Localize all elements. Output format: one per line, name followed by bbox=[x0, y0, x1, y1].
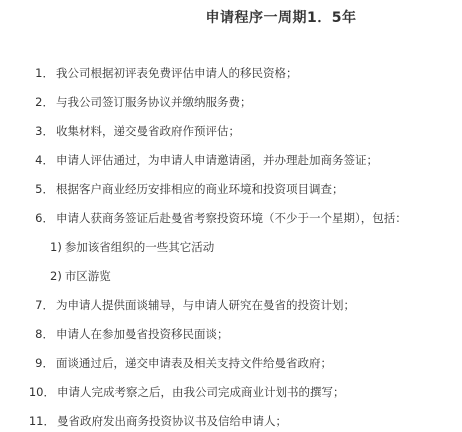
step-number: 6． bbox=[35, 211, 54, 225]
step-text: 面谈通过后，递交申请表及相关支持文件给曼省政府； bbox=[56, 356, 332, 370]
procedure-step-2 bbox=[0, 93, 462, 122]
document-title: 申请程序一周期1．5年 bbox=[205, 10, 357, 26]
procedure-step-5 bbox=[0, 180, 462, 209]
procedure-substep-2 bbox=[0, 267, 462, 296]
step-text: 根据客户商业经历安排相应的商业环境和投资项目调查； bbox=[56, 182, 344, 196]
step-number: 10． bbox=[28, 385, 55, 399]
substep-number: 2) bbox=[50, 269, 62, 283]
procedure-step-10 bbox=[0, 383, 462, 412]
step-text: 申请人评估通过，为申请人申请邀请函，并办理赴加商务签证； bbox=[56, 153, 378, 167]
substep-text: 参加该省组织的一些其它活动 bbox=[64, 240, 215, 254]
step-number: 2． bbox=[35, 95, 54, 109]
step-text: 为申请人提供面谈辅导，与申请人研究在曼省的投资计划； bbox=[56, 298, 355, 312]
step-text: 申请人获商务签证后赴曼省考察投资环境（不少于一个星期），包括： bbox=[56, 211, 407, 225]
procedure-step-6 bbox=[0, 209, 462, 238]
step-text: 曼省政府发出商务投资协议书及信给申请人； bbox=[57, 414, 287, 428]
step-text: 申请人在参加曼省投资移民面谈； bbox=[56, 327, 229, 341]
procedure-step-8 bbox=[0, 325, 462, 354]
step-text: 收集材料，递交曼省政府作预评估； bbox=[56, 124, 240, 138]
step-number: 9． bbox=[35, 356, 54, 370]
procedure-step-4 bbox=[0, 151, 462, 180]
step-number: 4． bbox=[35, 153, 54, 167]
substep-text: 市区游览 bbox=[64, 269, 111, 283]
step-text: 申请人完成考察之后，由我公司完成商业计划书的撰写； bbox=[57, 385, 345, 399]
step-text: 与我公司签订服务协议并缴纳服务费； bbox=[56, 95, 252, 109]
step-number: 5． bbox=[35, 182, 54, 196]
procedure-step-11 bbox=[0, 412, 462, 432]
procedure-step-3 bbox=[0, 122, 462, 151]
step-number: 1． bbox=[35, 66, 54, 80]
procedure-steps-list bbox=[0, 64, 462, 432]
step-text: 我公司根据初评表免费评估申请人的移民资格； bbox=[56, 66, 298, 80]
procedure-step-7 bbox=[0, 296, 462, 325]
substep-number: 1) bbox=[50, 240, 62, 254]
procedure-substep-1 bbox=[0, 238, 462, 267]
step-number: 8． bbox=[35, 327, 54, 341]
step-number: 11． bbox=[28, 414, 55, 428]
step-number: 3． bbox=[35, 124, 54, 138]
step-number: 7． bbox=[35, 298, 54, 312]
procedure-step-9 bbox=[0, 354, 462, 383]
procedure-step-1 bbox=[0, 64, 462, 93]
